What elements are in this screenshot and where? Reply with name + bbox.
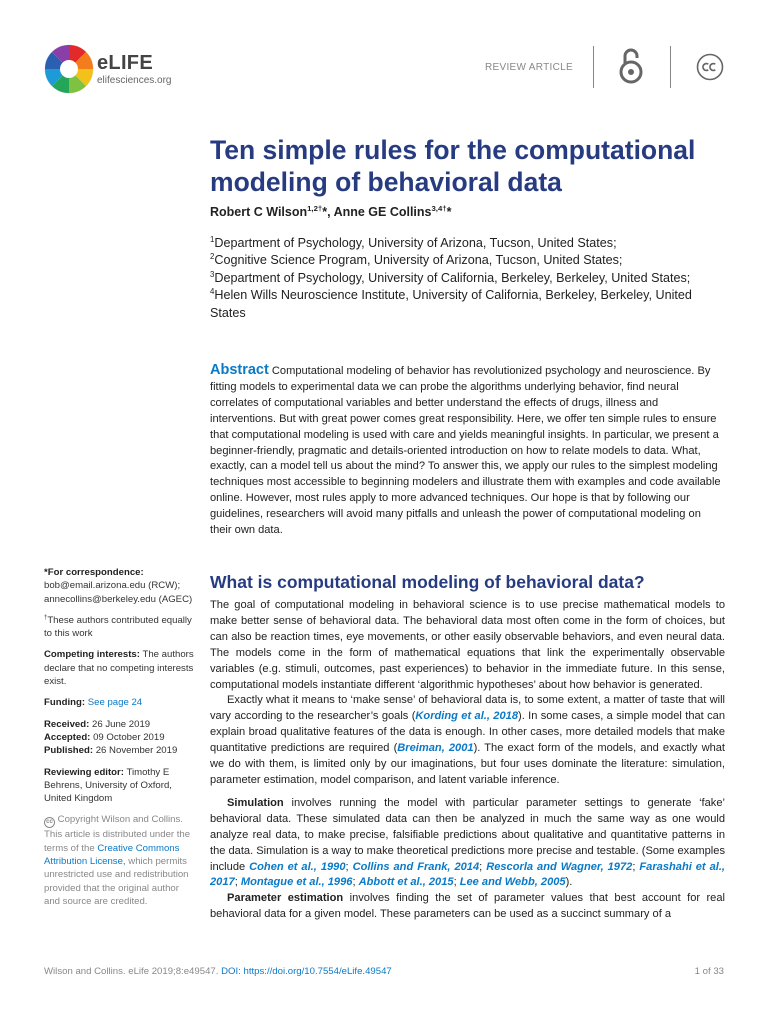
header-divider — [670, 46, 671, 88]
correspondence-block — [44, 566, 194, 606]
body-text — [210, 598, 725, 923]
author-affiliation-marker: 3,4† — [431, 203, 447, 213]
author-separator: , — [327, 205, 334, 219]
abstract — [210, 363, 725, 539]
license-text: which permits unrestricted use and redistribution provided that the original author and source are credited. — [44, 856, 189, 907]
author-name[interactable]: Robert C Wilson — [210, 205, 308, 219]
funding-label: Funding: — [44, 697, 86, 709]
affiliation-list — [210, 235, 700, 322]
paragraph: The goal of computational modeling in behavioral science is to use precise mathematical models to make better sense of behavioral data. The behavioral data most often come in the form of choices, but can also be reaction times, eye movements, or other easily observable behaviors, and even neural data. The models come in the form of mathematical equations that link the experimentally observable variables (e.g. stimuli, outcomes, past experiences) to behavior in the immediate future. In this sense, computational models instantiate different ‘algorithmic hypotheses’ about how behavior is generated. — [210, 599, 725, 691]
paragraph: Exactly what it means to ‘make sense’ of behavioral data is, to some extent, a matter of taste that will vary according to the researcher’s goals (Kording et al., 2018). In some cases, a simple model that can explain broad qualitative features of the data is enough. In other cases, more detailed models that make quantitative predictions are required (Breiman, 2001). The exact form of the models, and exactly what we do with them, is limited only by our imaginations, but four uses dominate the literature: simulation, parameter estimation, model comparison, and latent variable inference. — [210, 694, 726, 786]
citation-link[interactable]: Kording et al., 2018 — [415, 710, 518, 723]
citation-text: Wilson and Collins. eLife 2019;8:e49547. — [44, 966, 219, 977]
paragraph: Parameter estimation involves finding the set of parameter values that best account for real behavioral data for a given model. These parameters can be used as a succinct summary of a — [210, 892, 725, 921]
equal-contribution-marker: † — [44, 614, 48, 621]
citation-link[interactable]: Abbott et al., 2015 — [358, 876, 454, 889]
abstract-heading: Abstract — [210, 362, 269, 378]
header-divider — [593, 46, 594, 88]
accepted-date: 09 October 2019 — [93, 731, 165, 743]
author-affiliation-marker: 1,2† — [307, 203, 323, 213]
citation-link[interactable]: Montague et al., 1996 — [240, 876, 353, 889]
equal-contribution-text: These authors contributed equally to this work — [44, 614, 192, 640]
competing-interests — [44, 648, 194, 688]
received-date: 26 June 2019 — [92, 718, 151, 730]
paragraph: Simulation involves running the model with particular parameter settings to generate ‘fake’ behavioral data. These simulated data can then be analyzed in much the same way as one would analyze real data, to make precise, falsifiable predictions about qualitative and quantitative patterns in the data. Simulation is a way to make theoretical predictions more precise and testable. (Some examples include Cohen et al., 1990; Collins and Frank, 2014; Rescorla and Wagner, 1972; Farashahi et al., 2017; Montague et al., 1996; Abbott et al., 2015; Lee and Webb, 2005). — [210, 796, 726, 889]
reviewing-editor-text: Timothy E Behrens, University of Oxford, United Kingdom — [44, 766, 172, 805]
brand[interactable] — [97, 52, 171, 88]
article-title: Ten simple rules for the computational modeling of behavioral data — [210, 135, 696, 197]
brand-name: eLIFE — [97, 52, 153, 74]
citation-link[interactable]: Breiman, 2001 — [397, 742, 474, 755]
affiliation: $^1$Department of Psychology, University of Arizona, Tucson, United States; — [210, 234, 617, 250]
reviewing-editor — [44, 766, 194, 806]
brand-url[interactable]: elifesciences.org — [97, 75, 172, 86]
correspondence-email[interactable]: bob@email.arizona.edu (RCW); — [44, 580, 181, 592]
open-access-icon — [616, 46, 646, 86]
article-type-label: REVIEW ARTICLE — [485, 62, 573, 73]
author-list — [210, 205, 451, 219]
term-parameter-estimation: Parameter estimation — [227, 892, 344, 905]
published-date: 26 November 2019 — [95, 745, 178, 757]
citation-link[interactable]: Rescorla and Wagner, 1972 — [486, 860, 633, 873]
creative-commons-icon: cc — [44, 817, 55, 828]
section-heading: What is computational modeling of behavioral data? — [210, 572, 645, 592]
funding — [44, 696, 194, 709]
correspondence-marker: * — [446, 205, 452, 219]
correspondence-label: *For correspondence: — [44, 567, 144, 578]
publication-dates — [44, 718, 194, 758]
affiliation: $^3$Department of Psychology, University of California, Berkeley, Berkeley, United States; — [210, 269, 691, 285]
license-statement — [44, 813, 194, 908]
affiliation: $^4$Helen Wills Neuroscience Institute, University of California, Berkeley, Berkeley, United States — [210, 287, 692, 320]
license-link[interactable]: Creative Commons Attribution License, — [44, 842, 180, 868]
competing-interests-label: Competing interests: — [44, 649, 140, 661]
creative-commons-icon — [696, 53, 724, 81]
equal-contribution-note — [44, 614, 194, 641]
correspondence-email[interactable]: annecollins@berkeley.edu (AGEC) — [44, 593, 193, 605]
citation-link[interactable]: Collins and Frank, 2014 — [352, 860, 480, 873]
license-text: Copyright Wilson and Collins. This article is distributed under the terms of the — [44, 814, 191, 854]
footer-citation — [44, 966, 392, 977]
abstract-text: Computational modeling of behavior has revolutionized psychology and neuroscience. By fitting models to experimental data we can probe the algorithms underlying behavior, find neural correlates of computational variables and better understand the effects of drugs, illness and interventions. But with great power comes great responsibility. Here, we offer ten simple rules to ensure that computational modeling is used with care and yields meaningful insights. In particular, we present a beginner-friendly, pragmatic and details-oriented introduction on how to relate models to data. What, exactly, can a model tell us about the mind? To answer this, we apply our rules to the simplest modeling techniques most accessible to beginning modelers and illustrate them with examples and code available online. However, most rules apply to more advanced techniques. Our hope is that by following our guidelines, researchers will avoid many pitfalls and unleash the power of computational modeling on their own data. — [210, 365, 721, 537]
correspondence-marker: * — [322, 205, 328, 219]
doi-link[interactable]: https://doi.org/10.7554/eLife.49547 — [243, 966, 392, 977]
citation-link[interactable]: Cohen et al., 1990 — [249, 860, 346, 873]
term-simulation: Simulation — [227, 796, 284, 809]
funding-link[interactable]: See page 24 — [87, 697, 143, 709]
published-label: Published: — [44, 745, 94, 757]
affiliation: $^2$Cognitive Science Program, University of Arizona, Tucson, United States; — [210, 252, 623, 268]
elife-logo-icon[interactable] — [44, 44, 94, 94]
doi-label: DOI: — [221, 966, 241, 977]
competing-interests-text: The authors declare that no competing interests exist. — [44, 649, 194, 688]
received-label: Received: — [44, 718, 90, 730]
accepted-label: Accepted: — [44, 731, 91, 743]
article-info-sidebar — [44, 566, 194, 916]
author-name[interactable]: Anne GE Collins — [333, 205, 432, 219]
citation-link[interactable]: Farashahi et al., 2017 — [210, 860, 726, 889]
citation-link[interactable]: Lee and Webb, 2005 — [459, 876, 566, 889]
page-number: 1 of 33 — [694, 966, 724, 977]
reviewing-editor-label: Reviewing editor: — [44, 766, 124, 778]
